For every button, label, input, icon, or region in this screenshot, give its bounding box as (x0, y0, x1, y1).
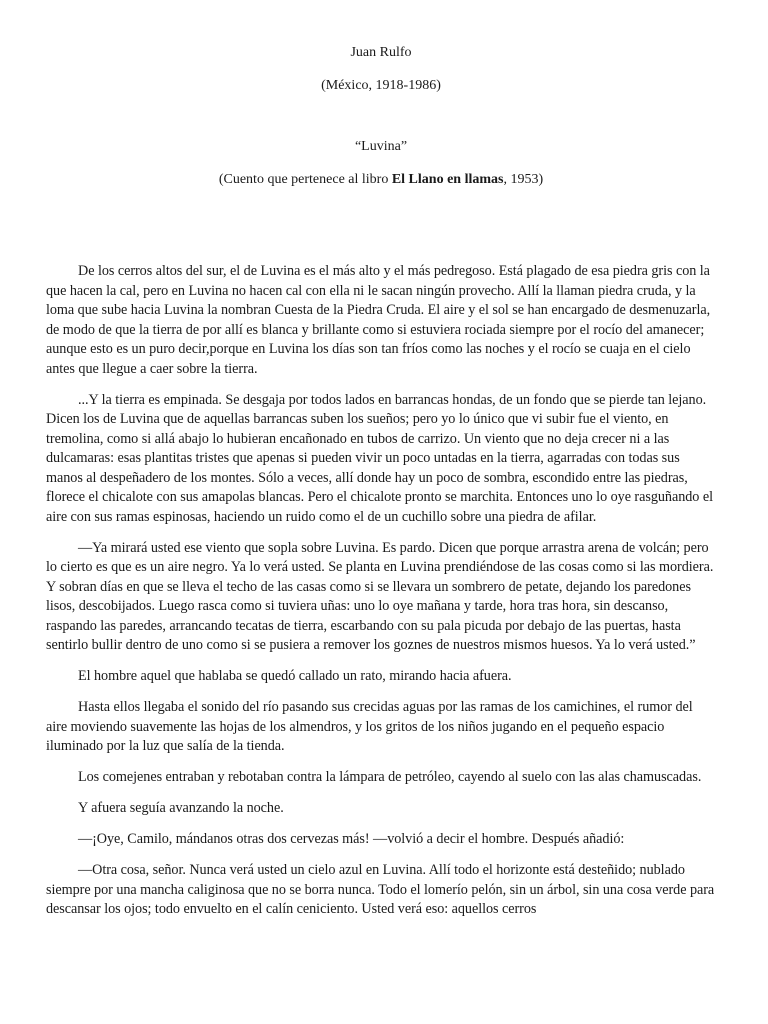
paragraph: ...Y la tierra es empinada. Se desgaja por todos lados en barrancas hondas, de un fondo que se pierde tan lejano. Dicen los de Luvina que de aquellas barrancas suben los sueños; pero yo lo único que vi subir fue el viento, en tremolina, como si allá abajo lo hubieran encañonado en tubos de carrizo. Un viento que no deja crecer ni a las dulcamaras: esas plantitas tristes que apenas si pueden vivir un poco untadas en la tierra, agarradas con todas sus manos al despeñadero de los montes. Sólo a veces, allí donde hay un poco de sombra, escondido entre las piedras, florece el chicalote con sus amapolas blancas. Pero el chicalote pronto se marchita. Entonces uno lo oye rasguñando el aire con sus ramas espinosas, haciendo un ruido como el de un cuchillo sobre una piedra de afilar. (46, 391, 713, 525)
paragraph: —Otra cosa, señor. Nunca verá usted un cielo azul en Luvina. Allí todo el horizonte está desteñido; nublado siempre por una mancha caliginosa que no se borra nunca. Todo el lomerío pelón, sin un árbol, sin una cosa verde para descansar los ojos; todo envuelto en el calín ceniciento. Usted verá eso: aquellos cerros (46, 862, 715, 917)
paragraph: El hombre aquel que hablaba se quedó callado un rato, mirando hacia afuera. (78, 668, 512, 684)
story-title: “Luvina” (354, 139, 408, 154)
paragraph: —Ya mirará usted ese viento que sopla sobre Luvina. Es pardo. Dicen que porque arrastra arena de volcán; pero lo cierto es que es un aire negro. Ya lo verá usted. Se planta en Luvina prendiéndose de las cosas como si las mordiera. Y sobran días en que se lleva el techo de las casas como si se llevara un sombrero de petate, dejando los paredones lisos, descobijados. Luego rasca como si tuviera uñas: uno lo oye mañana y tarde, hora tras hora, sin descanso, raspando las paredes, arrancando tecatas de tierra, escarbando con su pala picuda por debajo de las puertas, hasta sentirlo bullir dentro de uno como si se pusiera a remover los goznes de nuestros mismos huesos. Ya lo verá usted.” (46, 539, 714, 653)
paragraph: Los comejenes entraban y rebotaban contra la lámpara de petróleo, cayendo al suelo con las alas chamuscadas. (78, 769, 702, 785)
story-subtitle (46, 171, 716, 189)
paragraph: —¡Oye, Camilo, mándanos otras dos cervezas más! —volvió a decir el hombre. Después añadió: (78, 831, 625, 847)
subtitle-suffix: , 1953) (503, 172, 544, 187)
paragraph: Hasta ellos llegaba el sonido del río pasando sus crecidas aguas por las ramas de los camichines, el rumor del aire moviendo suavemente las hojas de los almendros, y los gritos de los niños jugando en el pequeño espacio iluminado por la luz que salía de la tienda. (46, 699, 693, 754)
paragraph: Y afuera seguía avanzando la noche. (78, 800, 284, 816)
story-body (46, 262, 716, 931)
paragraph: De los cerros altos del sur, el de Luvina es el más alto y el más pedregoso. Está plagado de esa piedra gris con la que hacen la cal, pero en Luvina no hacen cal con ella ni le sacan ningún provecho. Allí la llaman piedra cruda, y la loma que sube hacia Luvina la nombran Cuesta de la Piedra Cruda. El aire y el sol se han encargado de desmenuzarla, de modo de que la tierra de por allí es blanca y brillante como si estuviera rociada siempre por el rocío del amanecer; aunque esto es un puro decir,porque en Luvina los días son tan fríos como las noches y el rocío se cuaja en el cielo antes que llegue a caer sobre la tierra. (46, 263, 711, 377)
subtitle-prefix: (Cuento que pertenece al libro (218, 172, 392, 187)
author-dates: (México, 1918-1986) (321, 78, 441, 93)
author-name: Juan Rulfo (350, 45, 412, 60)
book-title: El Llano en llamas (391, 172, 504, 187)
